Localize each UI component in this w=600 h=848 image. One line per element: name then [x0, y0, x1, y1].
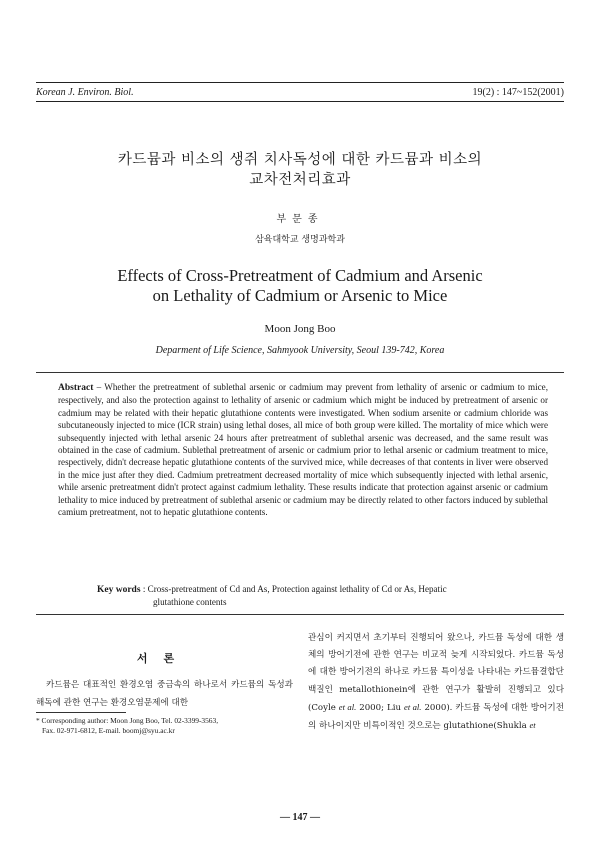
section-heading-introduction: 서론	[136, 652, 191, 665]
abstract	[58, 381, 548, 518]
english-title-line1: Effects of Cross-Pretreatment of Cadmium and Arsenic	[117, 266, 483, 285]
volume-info: 19(2) : 147~152(2001)	[472, 86, 564, 98]
citation-etal-2: et al.	[404, 701, 422, 712]
english-title	[40, 266, 560, 306]
running-header	[36, 82, 564, 102]
english-title-line2: on Lethality of Cadmium or Arsenic to Mice	[152, 286, 448, 305]
intro-right-text-b: 2000; Liu	[356, 702, 404, 713]
keywords	[97, 583, 548, 609]
citation-etal-3: et	[529, 720, 536, 731]
keywords-label: Key words	[97, 585, 141, 595]
english-author: Moon Jong Boo	[264, 323, 336, 335]
intro-right-text-a: 관심이 커지면서 초기부터 진행되어 왔으나, 카드뮴 독성에 대한 생체의 방어기전에 관한 연구는 비교적 늦게 시작되었다. 카드뮴 독성에 대한 방어기전의 하나로 카드뮴 특이성을 나타내는 카드뮴결합단백질인 metallothionein에 관한 연구가 활발히 진행되고 있다(Coyle	[308, 633, 564, 713]
journal-name: Korean J. Environ. Biol.	[36, 86, 134, 98]
footnote-rule	[36, 712, 126, 713]
abstract-bottom-rule	[36, 614, 564, 615]
korean-title	[60, 150, 540, 190]
abstract-label: Abstract	[58, 383, 94, 393]
keywords-line1: : Cross-pretreatment of Cd and As, Protection against lethality of Cd or As, Hepatic	[142, 584, 447, 594]
page-number: — 147 —	[280, 812, 320, 823]
footnote-line1: * Corresponding author: Moon Jong Boo, Tel. 02-3399-3563,	[36, 716, 219, 725]
intro-right-text-c: 2000). 카드뮴 독성에 대한 방어기전의 하나이지만 비특이적인 것으로는 glutathione(Shukla	[308, 702, 565, 732]
footnote-line2: Fax. 02-971-6812, E-mail. boomj@syu.ac.kr	[42, 726, 175, 735]
intro-left-column: 카드뮴은 대표적인 환경오염 중금속의 하나로서 카드뮴의 독성과 해독에 관한 연구는 환경오염문제에 대한	[36, 680, 293, 708]
korean-title-line1: 카드뮴과 비소의 생쥐 치사독성에 대한 카드뮴과 비소의	[117, 152, 483, 168]
abstract-text: – Whether the pretreatment of sublethal arsenic or cadmium may prevent from lethality of arsenic or cadmium to mice, respectively, and also the protection against to lethality of arsenic or cadmium which might be induced by pretreatment of arsenic or cadmium may be related with their hepatic glutathione contents were investigated. When sodium arsenite or cadmium chloride was subcutaneously injected to mice (ICR strain) using lethal doses, all mice of both group were killed. The mortality of mice which were subsequently injected with lethal arsenic 24 hours after pretreatment of sublethal arsenic was decreased, and the same result was obtained in the case of cadmium. Sublethal pretreatment of arsenic or cadmium prior to lethal arsenic or cadmium treatment to mice, respectively, didn't decrease hepatic glutathione contents of the survived mice, while decreases of that contents in liver were observed in the mice just after they died. Cadmium pretreatment decreased mortality of mice which subsequently injected with lethal arsenic, while arsenic pretreatment didn't protect against cadmium lethality. These results indicate that protection against arsenic or cadmium lethality to mice induced by pretreatment of sublethal arsenic or cadmium may be directly related to other factors induced by sublethal camium pretreatment, not to hepatic glutathione contents.	[58, 382, 548, 518]
corresponding-author-footnote	[36, 716, 296, 736]
intro-right-column	[308, 630, 564, 735]
keywords-line2: glutathione contents	[153, 597, 227, 608]
abstract-top-rule	[36, 372, 564, 373]
citation-etal-1: et al.	[338, 701, 357, 712]
korean-author: 부문종	[276, 214, 324, 225]
korean-title-line2: 교차전처리효과	[249, 172, 351, 188]
english-affiliation: Deparment of Life Science, Sahmyook University, Seoul 139-742, Korea	[155, 345, 445, 356]
korean-affiliation: 삼육대학교 생명과학과	[255, 235, 345, 245]
